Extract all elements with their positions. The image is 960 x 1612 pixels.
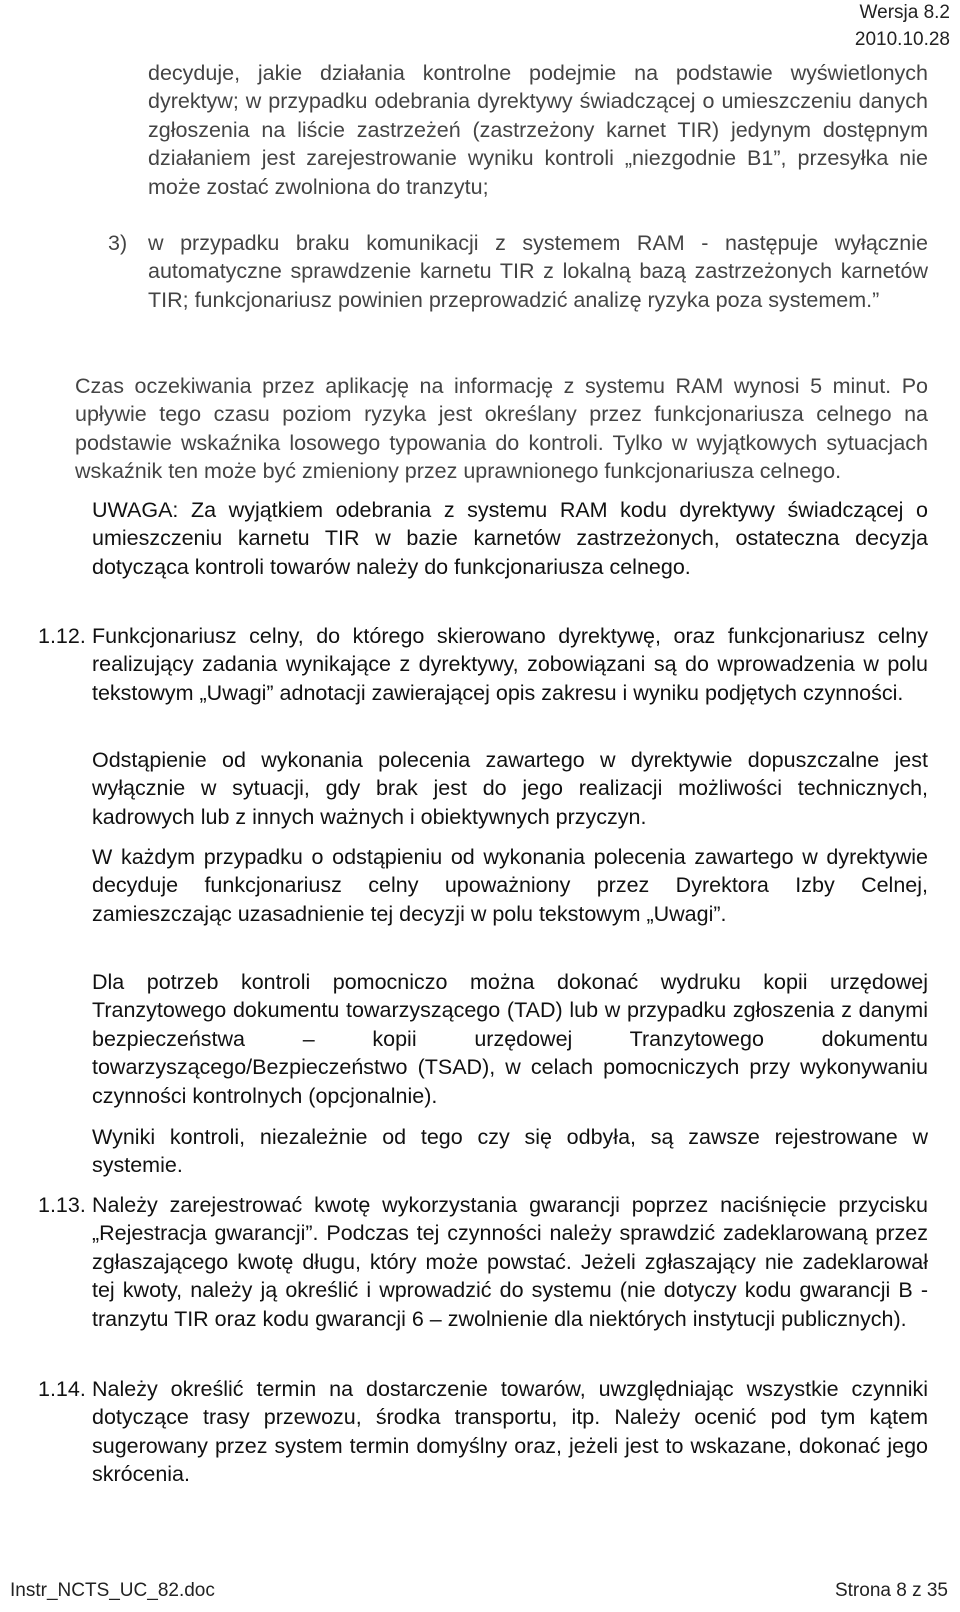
list-item-text: w przypadku braku komunikacji z systemem RAM - następuje wyłącznie automatyczne sprawdzenie karnetu TIR z lokalną bazą zastrzeżonych karnetów TIR; funkcjonariusz powinien przeprowadzić analizę ryzyka poza systemem.” — [148, 231, 928, 312]
section-1-13-text: Należy zarejestrować kwotę wykorzystania gwarancji poprzez naciśnięcie przycisku „Rejestracja gwarancji”. Podczas tej czynności należy sprawdzić zadeklarowaną przez zgłaszającego kwotę długu, który może powstać. Jeżeli zgłaszający nie zadeklarował tej kwoty, należy ją określić i wprowadzić do systemu (nie dotyczy kodu gwarancji B - tranzytu TIR oraz kodu gwarancji 6 – zwolnienie dla niektórych instytucji publicznych). — [92, 1193, 928, 1331]
section-1-12-paragraph-4: Dla potrzeb kontroli pomocniczo można dokonać wydruku kopii urzędowej Tranzytowego dokumentu towarzyszącego (TAD) lub w przypadku zgłoszenia z danymi bezpieczeństwa – kopii urzędowej Tranzytowego dokumentu towarzyszącego/Bezpieczeństwo (TSAD), w celach pomocniczych przy wykonywaniu czynności kontrolnych (opcjonalnie). — [92, 970, 928, 1108]
section-1-12-text: Funkcjonariusz celny, do którego skierowano dyrektywę, oraz funkcjonariusz celny realizujący zadania wynikające z dyrektywy, zobowiązani są do wprowadzenia w polu tekstowym „Uwagi” adnotacji zawierającej opis zakresu i wyniku podjętych czynności. — [92, 624, 928, 705]
paragraph-continued: decyduje, jakie działania kontrolne podejmie na podstawie wyświetlonych dyrektyw; w przypadku odebrania dyrektywy świadczącej o umieszczeniu danych zgłoszenia na liście zastrzeżeń (zastrzeżony karnet TIR) jedynym dostępnym działaniem jest zarejestrowanie wyniku kontroli „niezgodnie B1”, przesyłka nie może zostać zwolniona do tranzytu; — [148, 61, 928, 199]
paragraph-uwaga: UWAGA: Za wyjątkiem odebrania z systemu RAM kodu dyrektywy świadczącej o umieszczeniu karnetu TIR w bazie karnetów zastrzeżonych, ostateczna decyzja dotycząca kontroli towarów należy do funkcjonariusza celnego. — [92, 498, 928, 579]
header-version: Wersja 8.2 — [859, 2, 950, 23]
section-number-1-13: 1.13. — [38, 1193, 86, 1217]
footer-page-number: Strona 8 z 35 — [834, 1580, 948, 1601]
section-1-12-paragraph-3: W każdym przypadku o odstąpieniu od wykonania polecenia zawartego w dyrektywie decyduje funkcjonariusz celny upoważniony przez Dyrektora Izby Celnej, zamieszczając uzasadnienie tej decyzji w polu tekstowym „Uwagi”. — [92, 845, 928, 926]
section-1-14-text: Należy określić termin na dostarczenie towarów, uwzględniając wszystkie czynniki dotyczące trasy przewozu, środka transportu, itp. Należy ocenić pod tym kątem sugerowany przez system termin domyślny oraz, jeżeli jest to wskazane, dokonać jego skrócenia. — [92, 1377, 928, 1487]
section-1-12-paragraph-5: Wyniki kontroli, niezależnie od tego czy się odbyła, są zawsze rejestrowane w systemie. — [92, 1125, 928, 1178]
header-date: 2010.10.28 — [854, 29, 950, 50]
section-number-1-12: 1.12. — [38, 624, 86, 648]
list-item-number: 3) — [108, 231, 128, 255]
paragraph-wait-time: Czas oczekiwania przez aplikację na informację z systemu RAM wynosi 5 minut. Po upływie tego czasu poziom ryzyka jest określany przez funkcjonariusza celnego na podstawie wskaźnika losowego typowania do kontroli. Tylko w wyjątkowych sytuacjach wskaźnik ten może być zmieniony przez uprawnionego funkcjonariusza celnego. — [75, 374, 928, 484]
section-number-1-14: 1.14. — [38, 1377, 86, 1401]
section-1-12-paragraph-2: Odstąpienie od wykonania polecenia zawartego w dyrektywie dopuszczalne jest wyłącznie w sytuacji, gdy brak jest do jego realizacji możliwości technicznych, kadrowych lub z innych ważnych i obiektywnych przyczyn. — [92, 748, 928, 829]
footer-filename: Instr_NCTS_UC_82.doc — [10, 1580, 215, 1601]
